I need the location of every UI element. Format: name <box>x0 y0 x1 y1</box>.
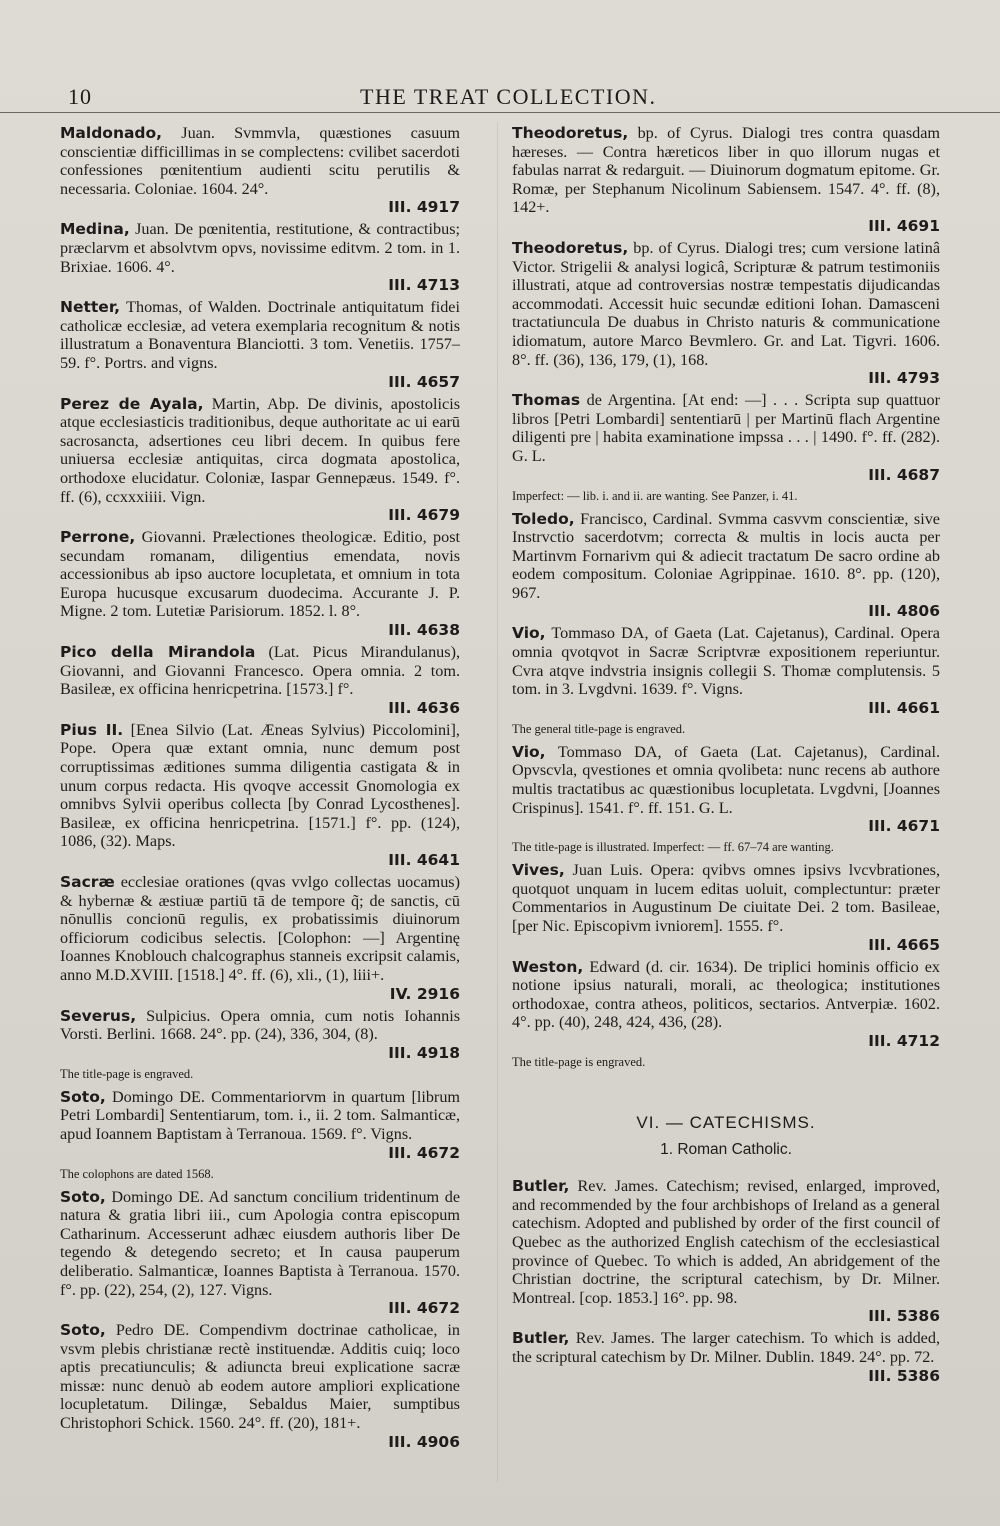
catalogue-entry <box>512 624 940 717</box>
catalogue-entry <box>60 721 460 870</box>
catalogue-entry <box>60 528 460 640</box>
catalogue-entry <box>512 861 940 954</box>
entry-text: Pedro DE. Compendivm doctrinae catholicae, in vsvm plebis christianæ rectè instituendæ. Additis cuiq; loco aptis precatiunculis; & adiuncta breui explicatione sacræ missæ: nunc denuò ab eodem autore ampliori explicatione locupletatum. Dilingæ, Sebaldus Maier, sumptibus Christophori Schick. 1560. 24°. ff. (20), 181+. <box>60 1321 461 1433</box>
entry-heading: Butler, <box>512 1177 570 1196</box>
shelf-mark: III. 4661 <box>868 698 940 717</box>
catalogue-entry <box>512 1177 940 1326</box>
entry-heading: Theodoretus, <box>512 124 629 142</box>
shelf-mark: III. 4691 <box>868 216 940 235</box>
page-number: 10 <box>68 84 92 109</box>
entry-text: [Enea Silvio (Lat. Æneas Sylvius) Piccolomini], Pope. Opera quæ extant omnia, nunc demum post corruptissimas æditiones summa diligentia castigata & in unum corpus redacta. His qvoqve accessit Gnomologia ex omnibvs Sylvii operibus collecta [by Conrad Lycosthenes]. Basileæ, ex officina henricpetrina. [1571.] f°. pp. (124), 1086, (32). Maps. <box>60 720 460 851</box>
header-rule <box>0 112 1000 113</box>
entry-text: Francisco, Cardinal. Svmma casvvm conscientiæ, sive Instrvctio sacerdotvm; correcta & multis in locis aucta per Martinvm Fornarivm qui & adiecit tractatum De sacro ordine ab eodem compositum. Coloniae Agrippinae. 1610. 8°. pp. (120), 967. <box>512 509 940 602</box>
shelf-mark: III. 4917 <box>388 198 460 217</box>
catalogue-entry <box>512 958 940 1051</box>
left-column <box>60 124 460 1455</box>
shelf-mark: III. 4672 <box>388 1299 460 1318</box>
entry-text: Juan Luis. Opera: qvibvs omnes ipsivs lvcvbrationes, quotquot unquam in lucem editas uoluit, complectuntur: præter Commentarios in Augustinum De ciuitate Dei. 2 tom. Basileae, [per Nic. Episcopivm ivniorem]. 1555. f°. <box>512 861 940 935</box>
shelf-mark: III. 4636 <box>388 698 460 717</box>
entry-note: Imperfect: — lib. i. and ii. are wanting. See Panzer, i. 41. <box>512 488 798 503</box>
catalogue-entry <box>512 1329 940 1385</box>
entry-heading: Theodoretus, <box>512 238 629 257</box>
shelf-mark: III. 4638 <box>388 621 460 640</box>
shelf-mark: III. 4679 <box>388 506 460 525</box>
entry-text: Rev. James. The larger catechism. To which is added, the scriptural catechism by Dr. Milner. Dublin. 1849. 24°. pp. 72. <box>512 1329 940 1366</box>
entry-text: Rev. James. Catechism; revised, enlarged, improved, and recommended by the four archbishops of Ireland as a general catechism. Adopted and published by order of the first council of Quebec as the authorized English catechism of the ecclesiastical province of Quebec. To which is added, An abridgement of the Christian doctrine, the scriptural catechism, by Dr. Milner. Montreal. [cop. 1853.] 16°. pp. 98. <box>512 1177 940 1307</box>
subsection-title: 1. Roman Catholic. <box>660 1140 792 1158</box>
entry-heading: Sacræ <box>60 873 115 891</box>
entry-heading: Perez de Ayala, <box>60 394 204 413</box>
shelf-mark: IV. 2916 <box>389 984 460 1003</box>
shelf-mark: III. 4641 <box>388 851 460 869</box>
catalogue-entry <box>60 1007 460 1063</box>
entry-heading: Severus, <box>60 1006 137 1025</box>
shelf-mark: III. 5386 <box>868 1366 940 1385</box>
shelf-mark: III. 4657 <box>388 372 460 391</box>
entry-text: de Argentina. [At end: —] . . . Scripta sup quattuor libros [Petri Lombardi] sententiarū | per Martinū flach Argentine diligenti pre | habita examinatione impssa . . . | 1490. f°. ff. (282). G. L. <box>512 391 940 465</box>
catalogue-entry <box>512 391 940 484</box>
entry-text: bp. of Cyrus. Dialogi tres contra quasdam hæreses. — Contra hæreticos liber in quo illorum nugas et fabulas narrat & redarguit. — Diuinorum dogmatum epitome. Gr. Romæ, per Stephanum Nicolinum Sabiensem. 1547. 4°. ff. (8), 142+. <box>512 124 940 217</box>
catalogue-entry <box>512 743 940 836</box>
catalogue-entry <box>60 220 460 295</box>
shelf-mark: III. 4712 <box>868 1031 940 1050</box>
shelf-mark: III. 4665 <box>868 935 940 954</box>
entry-heading: Vio, <box>512 624 546 643</box>
shelf-mark: III. 4793 <box>868 369 940 388</box>
shelf-mark: III. 4906 <box>388 1432 460 1451</box>
entry-heading: Maldonado, <box>60 124 163 142</box>
catalogue-entry <box>60 124 460 217</box>
entry-note: The title-page is engraved. <box>512 1054 646 1069</box>
entry-note: The colophons are dated 1568. <box>60 1166 214 1181</box>
catalogue-entry <box>60 298 460 391</box>
catalogue-entry <box>60 643 460 718</box>
shelf-mark: III. 4671 <box>868 817 940 836</box>
entry-text: Domingo DE. Commentariorvm in quartum [librum Petri Lombardi] Sententiarum, tom. i., ii. 2 tom. Salmanticæ, apud Ioannem Baptistam à Terranoua. 1569. f°. Vigns. <box>60 1087 460 1143</box>
entry-text: bp. of Cyrus. Dialogi tres; cum versione latinâ Victor. Strigelii & analysi logicâ, Scripturæ & patrum testimoniis illustrati, atque ad controversias nostræ tempestatis dijudicandas accommodati. Accessit huic secundæ editioni Iohan. Damasceni tractatiuncula De duabus in Christo naturis & communicatione idiomatum, autore Marco Bevmlero. Gr. and Lat. Tigvri. 1606. 8°. ff. (36), 136, 179, (1), 168. <box>512 238 940 369</box>
entry-heading: Weston, <box>512 957 584 976</box>
entry-text: Martin, Abp. De divinis, apostolicis atque ecclesiasticis traditionibus, deque authoritate ac ui earū sacrosancta, adsertiones ceu libri decem. In quibus fere uniuersa ecclesiæ antiquitas, circa dogmata apostolica, orthodoxe elucidatur. Coloniæ, Iaspar Gennepæus. 1549. f°. ff. (6), ccxxxiiii. Vign. <box>60 394 460 506</box>
entry-text: Giovanni. Prælectiones theologicæ. Editio, post secundam romanam, diligentius emendata, novis accessionibus ab ipso auctore locupletata, et omnium in tota Europa hucusque excusarum duodecima. Accurante J. P. Migne. 2 tom. Lutetiæ Parisiorum. 1852. l. 8°. <box>60 528 461 621</box>
entry-heading: Butler, <box>512 1329 570 1348</box>
entry-heading: Pico della Mirandola <box>60 643 256 662</box>
catalogue-entry <box>60 1321 460 1452</box>
entry-note: The general title-page is engraved. <box>512 721 686 736</box>
page-title: THE TREAT COLLECTION. <box>360 84 657 109</box>
entry-text: Tommaso DA, of Gaeta (Lat. Cajetanus), Cardinal. Opera omnia qvotqvot in Sacræ Scriptvræ expositionem reperiuntur. Cvra atqve indvstria insignis collegii S. Thomæ complutensis. 5 tom. in 3. Lvgdvni. 1639. f°. Vigns. <box>512 624 940 699</box>
catalogue-entry <box>60 1088 460 1163</box>
entry-heading: Soto, <box>60 1187 106 1206</box>
entry-text: Juan. Svmmvla, quæstiones casuum conscientiæ difficillimas in se complectens: cvilibet sacerdoti confessiones pœnitentium audienti scitu perutilis & necessaria. Coloniae. 1604. 24°. <box>60 124 461 198</box>
shelf-mark: III. 4713 <box>388 276 460 295</box>
shelf-mark: III. 4806 <box>868 602 940 621</box>
entry-heading: Soto, <box>60 1321 106 1340</box>
entry-text: (Lat. Picus Mirandulanus), Giovanni, and Giovanni Francesco. Opera omnia. 2 tom. Basileæ, ex officina henricpetrina. [1573.] f°. <box>60 643 461 699</box>
column-divider <box>497 122 498 1482</box>
shelf-mark: III. 5386 <box>868 1307 940 1326</box>
entry-heading: Netter, <box>60 298 121 317</box>
catalogue-entry <box>512 239 940 388</box>
right-column <box>512 124 940 1389</box>
entry-heading: Soto, <box>60 1087 106 1106</box>
catalogue-entry <box>60 1188 460 1319</box>
entry-note: The title-page is illustrated. Imperfect: — ff. 67–74 are wanting. <box>512 840 834 855</box>
entry-heading: Pius II. <box>60 720 124 739</box>
section-title: VI. — CATECHISMS. <box>636 1112 816 1132</box>
shelf-mark: III. 4672 <box>388 1143 460 1162</box>
catalogue-entry <box>512 510 940 622</box>
entry-heading: Vives, <box>512 861 565 880</box>
entry-heading: Toledo, <box>512 509 575 528</box>
entry-heading: Perrone, <box>60 528 136 547</box>
catalogue-entry <box>60 873 460 1004</box>
entry-heading: Vio, <box>512 742 546 761</box>
right-entries <box>512 124 940 1070</box>
entry-heading: Medina, <box>60 220 130 239</box>
entry-text: ecclesiae orationes (qvas vvlgo collectas uocamus) & hybernæ & æstiuæ partiū tā de tempore q̃; de sanctis, cū nōnullis concionū regulis, ex probatissimis diuinorum officiorum codicibus selectis. [Colophon: —] Argentinę Ioannes Knoblouch chalcographus stanneis excripsit calamis, anno M.D.XVIII. [1518.] 4°. ff. (6), xli., (1), liii+. <box>60 873 461 984</box>
catalogue-entry <box>60 395 460 526</box>
catalogue-entry <box>512 124 940 236</box>
entry-text: Thomas, of Walden. Doctrinale antiquitatum fidei catholicæ ecclesiæ, ad vetera exemplaria recognitum & notis illustratum a Bonaventura Blanciotti. 3 tom. Venetiis. 1757–59. f°. Portrs. and vigns. <box>60 298 460 372</box>
shelf-mark: III. 4687 <box>868 465 940 484</box>
shelf-mark: III. 4918 <box>388 1043 460 1062</box>
entry-heading: Thomas <box>512 391 581 410</box>
entry-text: Domingo DE. Ad sanctum concilium tridentinum de natura & gratia libri iii., cum Apologia contra episcopum Catharinum. Accesserunt adhæc eiusdem authoris liber De tegendo & detegendo secreto; et In causa pauperum deliberatio. Salmanticæ, Ioannes Baptista à Terranoua. 1570. f°. pp. (22), 254, (2), 127. Vigns. <box>60 1187 460 1299</box>
entry-note: The title-page is engraved. <box>60 1066 194 1081</box>
catechism-entries <box>512 1177 940 1385</box>
entry-text: Juan. De pœnitentia, restitutione, & contractibus; præclarvm et absolvtvm opvs, novissime editvm. 2 tom. in 1. Brixiae. 1606. 4°. <box>60 220 461 276</box>
entry-text: Tommaso DA, of Gaeta (Lat. Cajetanus), Cardinal. Opvscvla, qvestiones et omnia qvolibeta: nunc recens ab authore multis tractatibus ac quæstionibus locupletata. Lvgdvni, [Joannes Crispinus]. 1541. f°. ff. 151. G. L. <box>512 742 940 817</box>
entry-text: Edward (d. cir. 1634). De triplici hominis officio ex notione ipsius naturali, morali, ac theologica; institutiones orthodoxae, contra atheos, politicos, sectarios. Antverpiæ. 1602. 4°. pp. (40), 248, 424, 436, (28). <box>512 957 941 1032</box>
entry-text: Sulpicius. Opera omnia, cum notis Iohannis Vorsti. Berlini. 1668. 24°. pp. (24), 336, 304, (8). <box>60 1006 460 1044</box>
